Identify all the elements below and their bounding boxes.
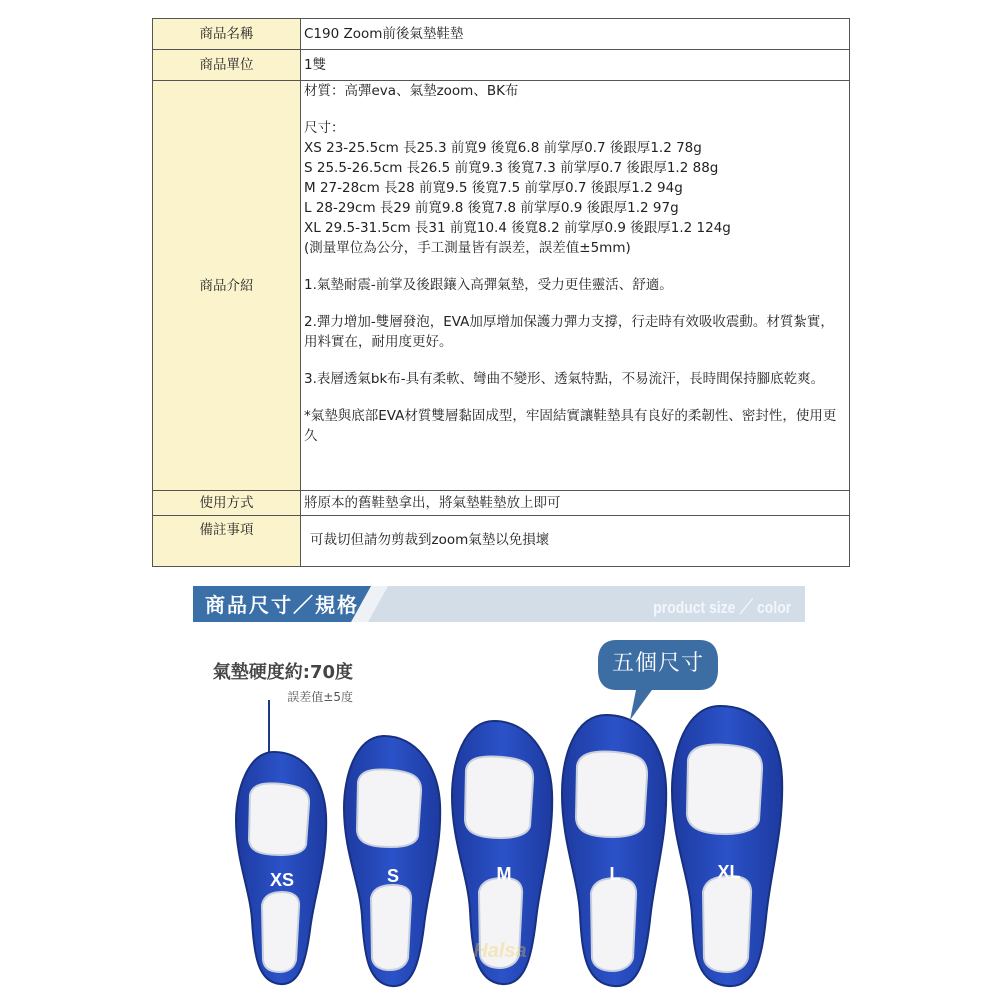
material-text: 材質：高彈eva、氣墊zoom、BK布 bbox=[304, 83, 519, 99]
feature-3: 3.表層透氣bk布-具有柔軟、彎曲不變形、透氣特點，不易流汗，長時間保持腳底乾爽。 bbox=[304, 371, 825, 387]
size-line-s: S 25.5-26.5cm 長26.5 前寬9.3 後寬7.3 前掌厚0.7 後跟厚1.2 88g bbox=[304, 160, 719, 176]
callout-bubble bbox=[596, 636, 720, 726]
notes-label: 備註事項 bbox=[153, 516, 301, 567]
spec-table bbox=[152, 18, 850, 567]
feature-2: 2.彈力增加-雙層發泡，EVA加厚增加保護力彈力支撐，行走時有效吸收震動。材質紮實，用料實在，耐用度更好。 bbox=[304, 314, 834, 350]
usage-value: 將原本的舊鞋墊拿出，將氣墊鞋墊放上即可 bbox=[301, 491, 850, 516]
size-label-xs: XS bbox=[269, 870, 294, 890]
size-label-l: L bbox=[609, 864, 621, 884]
row-notes bbox=[153, 516, 850, 567]
banner-title: 商品尺寸／規格 bbox=[205, 593, 359, 617]
row-usage bbox=[153, 491, 850, 516]
usage-label: 使用方式 bbox=[153, 491, 301, 516]
feature-4: *氣墊與底部EVA材質雙層黏固成型，牢固結實讓鞋墊具有良好的柔韌性、密封性，使用更久 bbox=[304, 408, 837, 444]
hardness-subtitle: 誤差值±5度 bbox=[287, 690, 353, 704]
product-name-label: 商品名稱 bbox=[153, 19, 301, 50]
hardness-title: 氣墊硬度約:70度 bbox=[212, 662, 353, 683]
size-heading: 尺寸： bbox=[304, 120, 345, 136]
row-product-name bbox=[153, 19, 850, 50]
notes-value-cell bbox=[301, 516, 850, 567]
size-label-s: S bbox=[386, 866, 399, 886]
size-line-l: L 28-29cm 長29 前寬9.8 後寬7.8 前掌厚0.9 後跟厚1.2 97g bbox=[304, 200, 679, 216]
row-product-intro bbox=[153, 81, 850, 491]
size-line-xl: XL 29.5-31.5cm 長31 前寬10.4 後寬8.2 前掌厚0.9 後跟厚1.2 124g bbox=[304, 220, 731, 236]
size-line-m: M 27-28cm 長28 前寬9.5 後寬7.5 前掌厚0.7 後跟厚1.2 94g bbox=[304, 180, 683, 196]
insole-xs bbox=[236, 752, 326, 984]
hardness-note bbox=[193, 658, 353, 705]
size-label-m: M bbox=[496, 864, 512, 884]
watermark-logo: Halsa bbox=[473, 940, 527, 962]
product-intro-value bbox=[301, 81, 850, 491]
product-intro-label: 商品介紹 bbox=[153, 81, 301, 491]
callout-text: 五個尺寸 bbox=[611, 651, 704, 676]
measure-note: (測量單位為公分，手工測量皆有誤差，誤差值±5mm) bbox=[304, 240, 631, 256]
insole-s bbox=[344, 736, 440, 986]
insole-l bbox=[562, 715, 666, 986]
notes-value: 可裁切但請勿剪裁到zoom氣墊以免損壞 bbox=[310, 532, 550, 548]
size-line-xs: XS 23-25.5cm 長25.3 前寬9 後寬6.8 前掌厚0.7 後跟厚1.2 78g bbox=[304, 140, 702, 156]
product-name-value: C190 Zoom前後氣墊鞋墊 bbox=[301, 19, 850, 50]
feature-1: 1.氣墊耐震-前掌及後跟鑲入高彈氣墊，受力更佳靈活、舒適。 bbox=[304, 277, 673, 293]
product-unit-value: 1雙 bbox=[301, 50, 850, 81]
insole-xl bbox=[672, 706, 782, 986]
banner-subtitle: product size ／ color bbox=[653, 598, 791, 617]
section-banner bbox=[193, 586, 805, 622]
row-product-unit bbox=[153, 50, 850, 81]
product-unit-label: 商品單位 bbox=[153, 50, 301, 81]
size-label-xl: XL bbox=[717, 862, 741, 882]
